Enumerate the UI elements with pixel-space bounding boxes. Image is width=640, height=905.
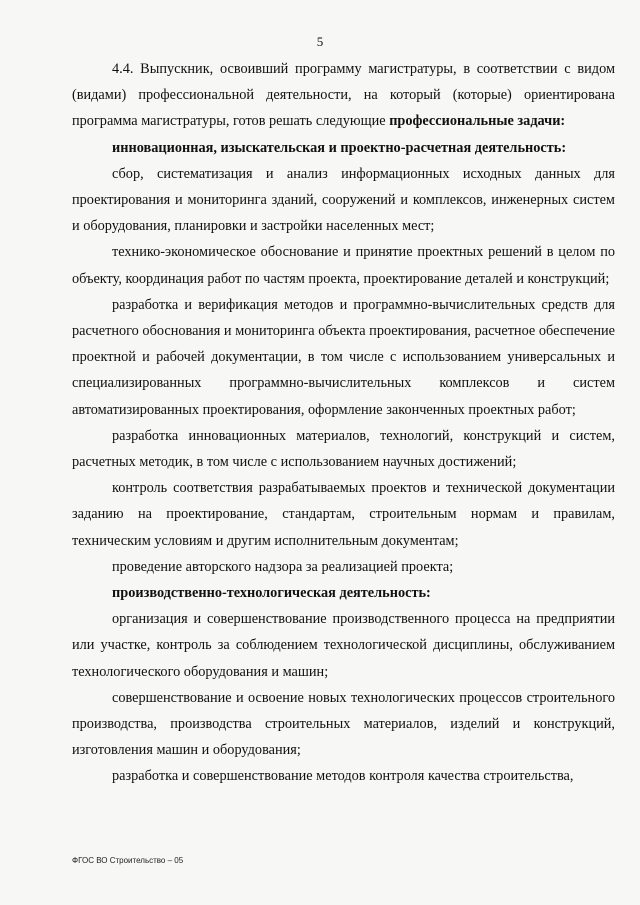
document-body [72, 56, 615, 790]
list-item: контроль соответствия разрабатываемых проектов и технической документации заданию на проектирование, стандартам, строительным нормам и правилам, техническим условиям и другим исполнительным документам; [72, 480, 615, 549]
intro-paragraph [72, 56, 615, 135]
list-item: разработка и совершенствование методов контроля качества строительства, [112, 768, 574, 785]
list-item: проведение авторского надзора за реализацией проекта; [112, 558, 454, 575]
section-heading-production: производственно-технологическая деятельность: [112, 585, 431, 602]
list-item: разработка инновационных материалов, технологий, конструкций и систем, расчетных методик, в том числе с использованием научных достижений; [72, 427, 615, 471]
intro-bold-text: профессиональные задачи: [389, 113, 566, 130]
footer-text: ФГОС ВО Строительство – 05 [72, 856, 184, 865]
list-item: совершенствование и освоение новых технологических процессов строительного производства, производства строительных материалов, изделий и конструкций, изготовления машин и оборудования; [72, 689, 615, 759]
list-item: технико-экономическое обоснование и принятие проектных решений в целом по объекту, координация работ по частям проекта, проектирование деталей и конструкций; [72, 244, 615, 287]
list-item: сбор, систематизация и анализ информационных исходных данных для проектирования и мониторинга зданий, сооружений и комплексов, инженерных систем и оборудования, планировки и застройки населенных мест; [72, 165, 615, 235]
intro-text: 4.4. Выпускник, освоивший программу магистратуры, в соответствии с видом (видами) профессиональной деятельности, на который (которые) ориентирована программа магистратуры, готов решать следующие [72, 61, 615, 130]
page-number: 5 [316, 34, 324, 49]
section-heading-innovation: инновационная, изыскательская и проектно-расчетная деятельность: [112, 139, 567, 156]
list-item: разработка и верификация методов и программно-вычислительных средств для расчетного обоснования и мониторинга объекта проектирования, расчетное обеспечение проектной и рабочей документации, в том числе с использованием универсальных и специализированных программно-вычислительных комплексов и систем автоматизированных проектирования, оформление законченных проектных работ; [72, 296, 615, 418]
list-item: организация и совершенствование производственного процесса на предприятии или участке, контроль за соблюдением технологической дисциплины, обслуживанием технологического оборудования и машин; [72, 611, 615, 680]
